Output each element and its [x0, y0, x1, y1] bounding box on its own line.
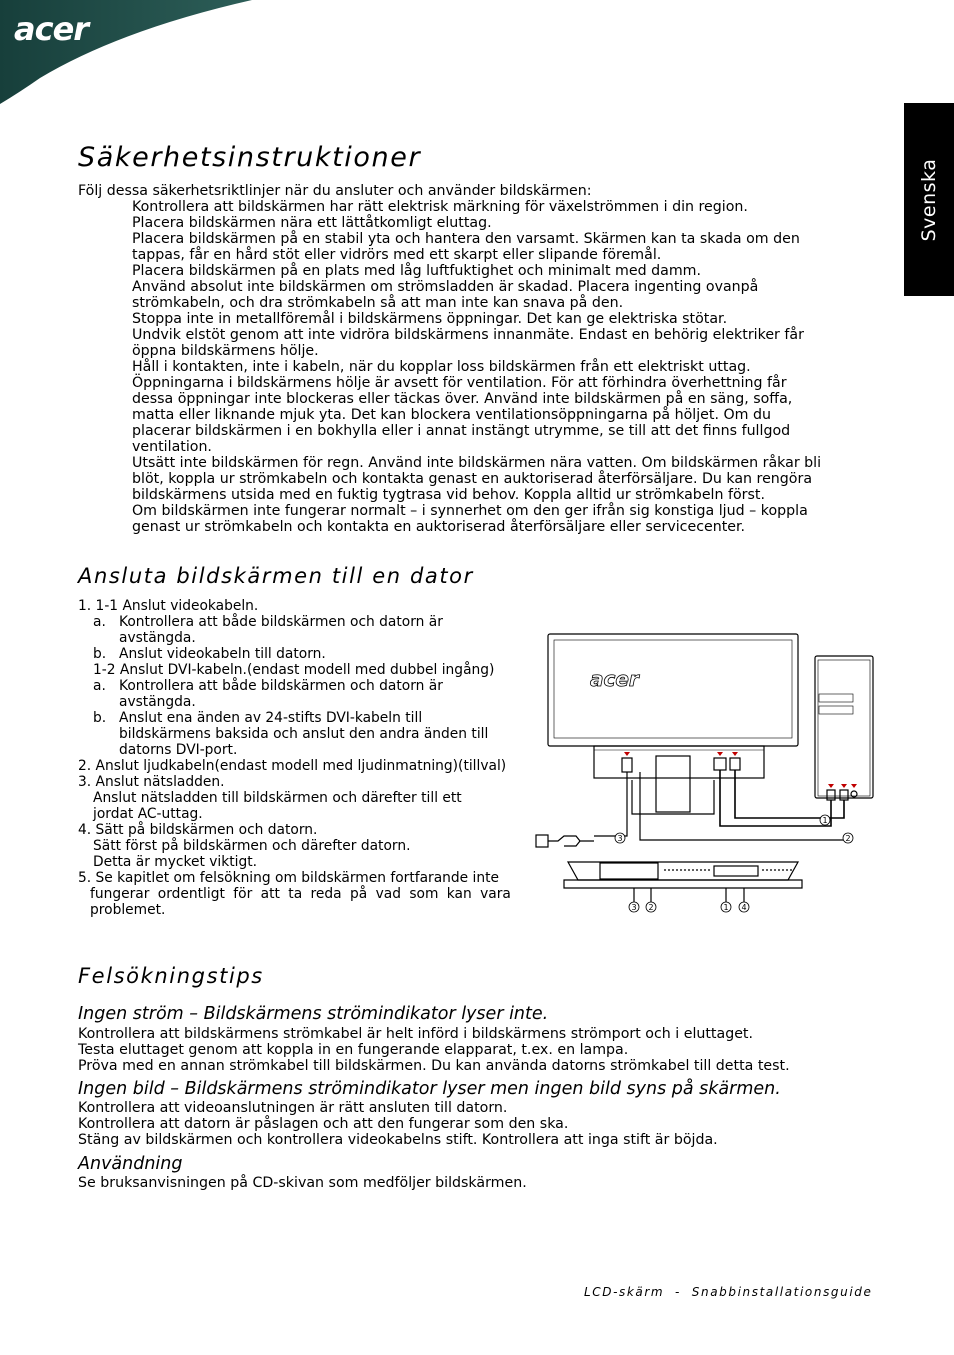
- step-line: Anslut videokabeln till datorn.: [119, 646, 326, 662]
- step-line: 3. Anslut nätsladden.: [78, 774, 225, 790]
- step-line: Kontrollera att både bildskärmen och datorn är: [119, 678, 443, 694]
- callout-label: 2: [845, 834, 851, 843]
- safety-line: strömkabeln, och dra strömkabeln så att man inte kan snava på den.: [132, 295, 624, 311]
- safety-line: Placera bildskärmen på en stabil yta och hantera den varsamt. Skärmen kan ta skada om den: [132, 231, 800, 247]
- issue-heading: Användning: [78, 1154, 183, 1174]
- step-line: fungerar ordentligt för att ta reda på vad som kan vara: [90, 886, 511, 902]
- safety-line: Om bildskärmen inte fungerar normalt – i synnerhet om den ger ifrån sig konstiga ljud – koppla: [132, 503, 808, 519]
- safety-list: [132, 199, 872, 535]
- connect-title: Ansluta bildskärmen till en dator: [78, 564, 474, 588]
- step-line: avstängda.: [119, 630, 196, 646]
- safety-line: Kontrollera att bildskärmen har rätt elektrisk märkning för växelströmmen i din region.: [132, 199, 748, 215]
- safety-line: placerar bildskärmen i en bokhylla eller i annat instängt utrymme, se till att det finns fullgod: [132, 423, 791, 439]
- step-line: problemet.: [90, 902, 166, 918]
- step-line: 5. Se kapitlet om felsökning om bildskärmen fortfarande inte: [78, 870, 500, 886]
- callout-label: 4: [741, 903, 747, 912]
- step-line: avstängda.: [119, 694, 196, 710]
- monitor-stand: [656, 756, 690, 812]
- step-line: Anslut nätsladden till bildskärmen och därefter till ett: [93, 790, 462, 806]
- safety-line: Utsätt inte bildskärmen för regn. Använd inte bildskärmen nära vatten. Om bildskärmen råkar bli: [132, 455, 822, 471]
- monitor-logo: acer: [590, 667, 639, 691]
- step-marker: b.: [93, 710, 107, 726]
- issue-line: Pröva med en annan strömkabel till bildskärmen. Du kan använda datorns strömkabel till detta test.: [78, 1058, 790, 1074]
- safety-line: ventilation.: [132, 439, 212, 455]
- step-marker: a.: [93, 678, 106, 694]
- callout-label: 3: [617, 834, 623, 843]
- step-line: bildskärmens baksida och anslut den andra änden till: [119, 726, 489, 742]
- safety-intro: Följ dessa säkerhetsriktlinjer när du ansluter och använder bildskärmen:: [78, 183, 592, 199]
- safety-line: genast ur strömkabeln och kontakta en auktoriserad återförsäljare eller servicecenter.: [132, 519, 746, 535]
- issue-line: Se bruksanvisningen på CD-skivan som medföljer bildskärmen.: [78, 1175, 527, 1191]
- step-line: 4. Sätt på bildskärmen och datorn.: [78, 822, 318, 838]
- step-marker: a.: [93, 614, 106, 630]
- callout-label: 3: [631, 903, 637, 912]
- safety-title: Säkerhetsinstruktioner: [78, 142, 422, 173]
- safety-line: Använd absolut inte bildskärmen om strömsladden är skadad. Placera ingenting ovanpå: [132, 279, 759, 295]
- safety-line: Placera bildskärmen nära ett lättåtkomligt eluttag.: [132, 215, 492, 231]
- callout-label: 1: [723, 903, 729, 912]
- issue-line: Stäng av bildskärmen och kontrollera videokabelns stift. Kontrollera att inga stift är böjda.: [78, 1132, 718, 1148]
- connection-diagram: [534, 630, 880, 920]
- language-tab: [904, 103, 954, 296]
- issue-line: Kontrollera att bildskärmens strömkabel är helt införd i bildskärmens strömport och i eluttaget.: [78, 1026, 753, 1042]
- safety-line: bildskärmens utsida med en fuktig tygtrasa vid behov. Koppla alltid ur strömkabeln först.: [132, 487, 765, 503]
- language-tab-label: Svenska: [918, 158, 940, 241]
- header-logo-band: [0, 0, 252, 104]
- safety-line: Öppningarna i bildskärmens hölje är avsett för ventilation. För att förhindra överhettning får: [132, 375, 787, 391]
- issue-line: Kontrollera att datorn är påslagen och att den fungerar som den ska.: [78, 1116, 569, 1132]
- step-line: 1. 1-1 Anslut videokabeln.: [78, 598, 259, 614]
- step-line: Anslut ena änden av 24-stifts DVI-kabeln till: [119, 710, 423, 726]
- safety-line: tappas, får en hård stöt eller vidrörs med ett skarpt eller slipande föremål.: [132, 247, 662, 263]
- monitor-back: [548, 634, 798, 746]
- safety-line: öppna bildskärmens hölje.: [132, 343, 319, 359]
- step-line: datorns DVI-port.: [119, 742, 238, 758]
- safety-line: matta eller liknande mjuk yta. Det kan blockera ventilationsöppningarna på höljet. Om du: [132, 407, 771, 423]
- step-line: Detta är mycket viktigt.: [93, 854, 258, 870]
- troubleshoot-title: Felsökningstips: [78, 964, 264, 988]
- step-line: 2. Anslut ljudkabeln(endast modell med ljudinmatning)(tillval): [78, 758, 507, 774]
- step-line: Kontrollera att både bildskärmen och datorn är: [119, 614, 443, 630]
- page-footer: LCD-skärm - Snabbinstallationsguide: [584, 1285, 873, 1299]
- issue-heading: Ingen ström – Bildskärmens strömindikator lyser inte.: [78, 1004, 549, 1024]
- step-line: Sätt först på bildskärmen och därefter datorn.: [93, 838, 411, 854]
- safety-line: Håll i kontakten, inte i kabeln, när du kopplar loss bildskärmen från ett elektriskt uttag.: [132, 359, 751, 375]
- step-line: jordat AC-uttag.: [93, 806, 203, 822]
- acer-logo: acer: [14, 10, 89, 48]
- step-marker: b.: [93, 646, 107, 662]
- safety-line: Undvik elstöt genom att inte vidröra bildskärmens innanmäte. Endast en behörig elektriker får: [132, 327, 804, 343]
- issue-heading: Ingen bild – Bildskärmens strömindikator lyser men ingen bild syns på skärmen.: [78, 1079, 781, 1099]
- safety-line: blöt, koppla ur strömkabeln och kontakta genast en auktoriserad återförsäljare. Du kan rengöra: [132, 471, 813, 487]
- safety-line: dessa öppningar inte blockeras eller täckas över. Använd inte bildskärmen på en säng, soffa,: [132, 391, 793, 407]
- callout-label: 1: [822, 816, 828, 825]
- step-line: 1-2 Anslut DVI-kabeln.(endast modell med dubbel ingång): [93, 662, 495, 678]
- callout-label: 2: [648, 903, 654, 912]
- issue-line: Testa eluttaget genom att koppla in en fungerande elapparat, t.ex. en lampa.: [78, 1042, 629, 1058]
- safety-line: Placera bildskärmen på en plats med låg luftfuktighet och minimalt med damm.: [132, 263, 701, 279]
- issue-line: Kontrollera att videoanslutningen är rätt ansluten till datorn.: [78, 1100, 508, 1116]
- pc-tower: [815, 656, 873, 798]
- safety-line: Stoppa inte in metallföremål i bildskärmens öppningar. Det kan ge elektriska stötar.: [132, 311, 728, 327]
